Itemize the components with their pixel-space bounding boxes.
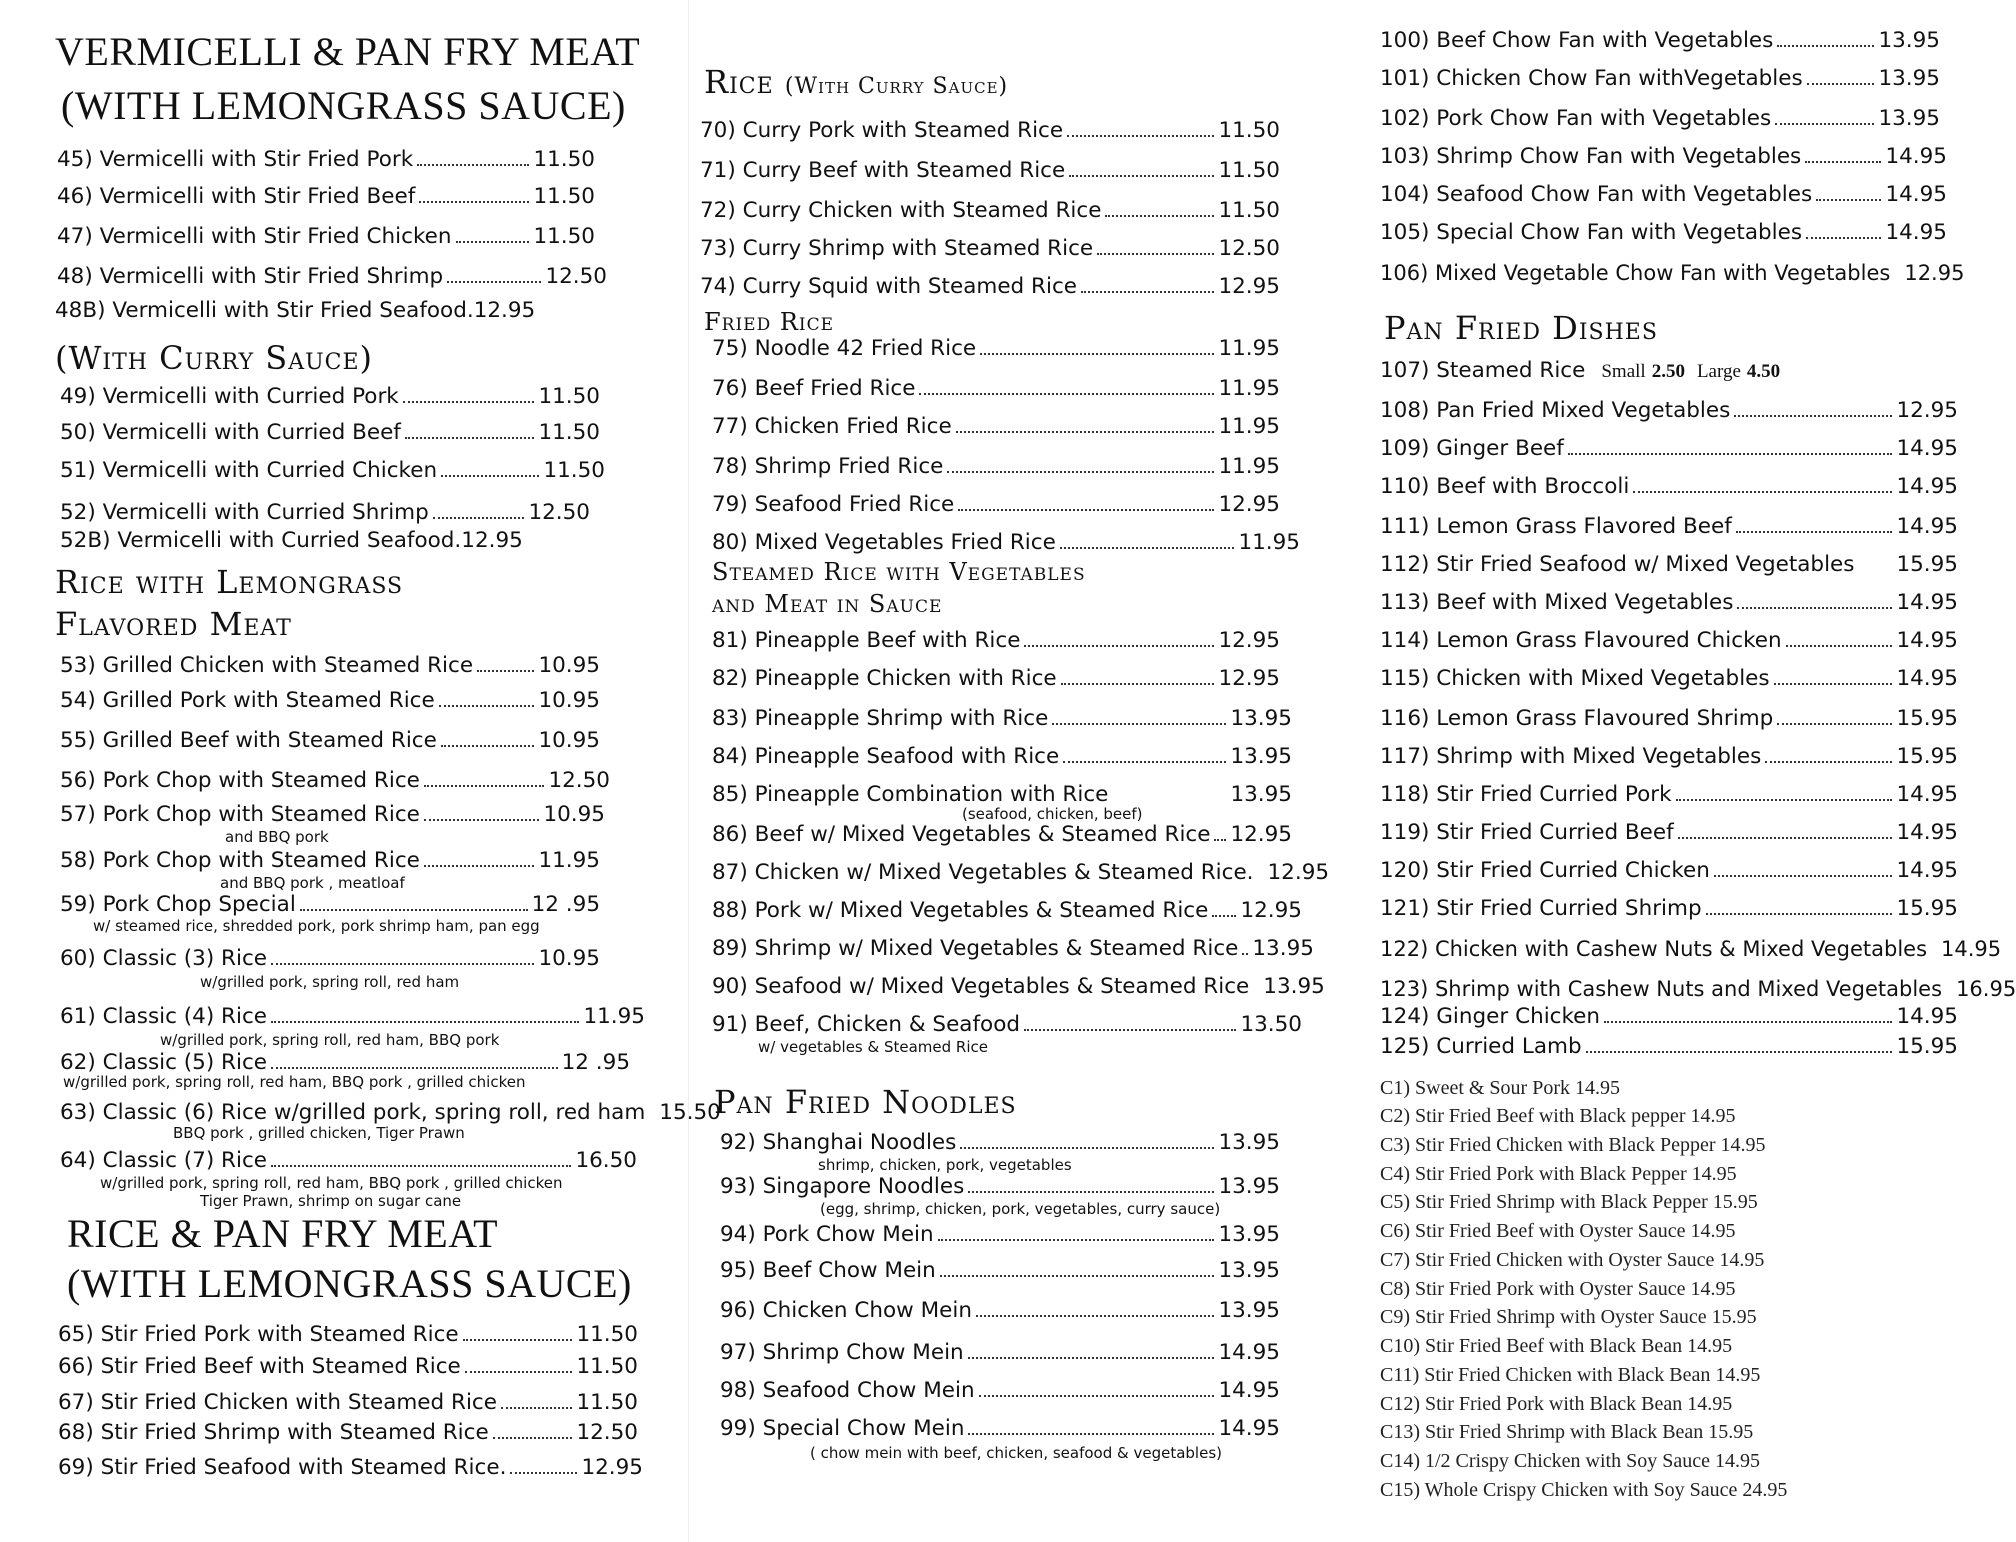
menu-item: 80) Mixed Vegetables Fried Rice 11.95 <box>712 530 1300 555</box>
menu-item: 64) Classic (7) Rice 16.50 <box>60 1148 637 1173</box>
menu-item: 52) Vermicelli with Curried Shrimp 12.50 <box>60 500 590 525</box>
menu-item: 108) Pan Fried Mixed Vegetables 12.95 <box>1380 398 1958 423</box>
menu-item: 125) Curried Lamb 15.95 <box>1380 1034 1958 1059</box>
menu-item: 93) Singapore Noodles 13.95 <box>720 1174 1280 1199</box>
menu-item: 83) Pineapple Shrimp with Rice 13.95 <box>712 706 1292 731</box>
menu-item: 120) Stir Fried Curried Chicken 14.95 <box>1380 858 1958 883</box>
menu-item: 63) Classic (6) Rice w/grilled pork, spring roll, red ham 15.50 <box>60 1100 721 1125</box>
menu-item: 85) Pineapple Combination with Rice 13.95 <box>712 782 1292 807</box>
menu-item: 101) Chicken Chow Fan withVegetables 13.95 <box>1380 66 1940 91</box>
menu-item: 106) Mixed Vegetable Chow Fan with Vegetables 12.95 <box>1380 261 1965 285</box>
menu-item: 56) Pork Chop with Steamed Rice 12.50 <box>60 768 610 793</box>
menu-item: C10) Stir Fried Beef with Black Bean 14.95 <box>1380 1335 1733 1357</box>
menu-item: 111) Lemon Grass Flavored Beef 14.95 <box>1380 514 1958 539</box>
menu-item: 100) Beef Chow Fan with Vegetables 13.95 <box>1380 28 1940 53</box>
menu-item: 119) Stir Fried Curried Beef 14.95 <box>1380 820 1958 845</box>
menu-item: 123) Shrimp with Cashew Nuts and Mixed Vegetables 16.95 <box>1380 977 2016 1001</box>
menu-item: 73) Curry Shrimp with Steamed Rice 12.50 <box>700 236 1280 261</box>
section-title: Pan Fried Dishes <box>1384 309 1658 347</box>
menu-item: 103) Shrimp Chow Fan with Vegetables 14.95 <box>1380 144 1947 169</box>
item-note: w/ vegetables & Steamed Rice <box>758 1038 989 1056</box>
menu-item: 96) Chicken Chow Mein 13.95 <box>720 1298 1280 1323</box>
menu-item: 51) Vermicelli with Curried Chicken 11.50 <box>60 458 605 483</box>
item-note: w/grilled pork, spring roll, red ham <box>200 973 460 991</box>
section-title: Steamed Rice with Vegetables <box>712 558 1086 586</box>
menu-item: 95) Beef Chow Mein 13.95 <box>720 1258 1280 1283</box>
menu-item: C14) 1/2 Crispy Chicken with Soy Sauce 14.95 <box>1380 1450 1760 1472</box>
menu-item: 92) Shanghai Noodles 13.95 <box>720 1130 1280 1155</box>
menu-item: 112) Stir Fried Seafood w/ Mixed Vegetables 15.95 <box>1380 552 1958 577</box>
menu-item: C1) Sweet & Sour Pork 14.95 <box>1380 1077 1620 1099</box>
item-note: and BBQ pork <box>225 828 329 846</box>
menu-item: 116) Lemon Grass Flavoured Shrimp 15.95 <box>1380 706 1958 731</box>
item-note: w/grilled pork, spring roll, red ham, BBQ pork <box>160 1031 500 1049</box>
menu-item: 91) Beef, Chicken & Seafood 13.50 <box>712 1012 1302 1037</box>
menu-item: 57) Pork Chop with Steamed Rice 10.95 <box>60 802 605 827</box>
menu-item: 52B) Vermicelli with Curried Seafood. 12.95 <box>60 528 523 553</box>
menu-item: 54) Grilled Pork with Steamed Rice 10.95 <box>60 688 600 713</box>
section-title: and Meat in Sauce <box>712 590 943 618</box>
menu-item: C2) Stir Fried Beef with Black pepper 14.95 <box>1380 1105 1736 1127</box>
section-title: Rice with Lemongrass <box>55 563 404 601</box>
menu-item: 107) Steamed Rice Small 2.50 Large 4.50 <box>1380 358 1781 383</box>
menu-item: 47) Vermicelli with Stir Fried Chicken 11.50 <box>57 224 595 249</box>
item-note: and BBQ pork , meatloaf <box>220 874 405 892</box>
menu-item: 110) Beef with Broccoli 14.95 <box>1380 474 1958 499</box>
menu-item: 124) Ginger Chicken 14.95 <box>1380 1004 1958 1029</box>
menu-item: C8) Stir Fried Pork with Oyster Sauce 14.95 <box>1380 1278 1736 1300</box>
menu-item: 94) Pork Chow Mein 13.95 <box>720 1222 1280 1247</box>
menu-item: 45) Vermicelli with Stir Fried Pork 11.50 <box>57 147 595 172</box>
menu-item: 89) Shrimp w/ Mixed Vegetables & Steamed Rice 13.95 <box>712 936 1314 961</box>
item-note: BBQ pork , grilled chicken, Tiger Prawn <box>173 1124 465 1142</box>
section-title: (With Curry Sauce) <box>55 339 373 377</box>
menu-item: 121) Stir Fried Curried Shrimp 15.95 <box>1380 896 1958 921</box>
menu-item: 77) Chicken Fried Rice 11.95 <box>712 414 1280 439</box>
menu-item: 88) Pork w/ Mixed Vegetables & Steamed Rice 12.95 <box>712 898 1302 923</box>
menu-item: 48) Vermicelli with Stir Fried Shrimp 12.50 <box>57 264 607 289</box>
page-fold <box>688 0 689 1542</box>
menu-item: 71) Curry Beef with Steamed Rice 11.50 <box>700 158 1280 183</box>
menu-item: 49) Vermicelli with Curried Pork 11.50 <box>60 384 600 409</box>
item-note: shrimp, chicken, pork, vegetables <box>818 1156 1072 1174</box>
menu-item: 84) Pineapple Seafood with Rice 13.95 <box>712 744 1292 769</box>
menu-item: 113) Beef with Mixed Vegetables 14.95 <box>1380 590 1958 615</box>
section-title: Rice (With Curry Sauce) <box>704 63 1009 101</box>
menu-item: 82) Pineapple Chicken with Rice 12.95 <box>712 666 1280 691</box>
menu-item: 98) Seafood Chow Mein 14.95 <box>720 1378 1280 1403</box>
menu-item: 61) Classic (4) Rice 11.95 <box>60 1004 645 1029</box>
menu-item: 66) Stir Fried Beef with Steamed Rice 11.50 <box>58 1354 638 1379</box>
section-subtitle: (WITH LEMONGRASS SAUCE) <box>67 1261 632 1306</box>
menu-item: C7) Stir Fried Chicken with Oyster Sauce 14.95 <box>1380 1249 1765 1271</box>
menu-item: 87) Chicken w/ Mixed Vegetables & Steamed Rice. 12.95 <box>712 860 1330 885</box>
menu-item: 78) Shrimp Fried Rice 11.95 <box>712 454 1280 479</box>
menu-item: 99) Special Chow Mein 14.95 <box>720 1416 1280 1441</box>
menu-item: 109) Ginger Beef 14.95 <box>1380 436 1958 461</box>
menu-item: 46) Vermicelli with Stir Fried Beef 11.50 <box>57 184 595 209</box>
menu-item: 114) Lemon Grass Flavoured Chicken 14.95 <box>1380 628 1958 653</box>
menu-item: 104) Seafood Chow Fan with Vegetables 14.95 <box>1380 182 1947 207</box>
section-title: RICE & PAN FRY MEAT <box>67 1211 499 1256</box>
item-note: w/grilled pork, spring roll, red ham, BBQ pork , grilled chicken <box>100 1174 563 1192</box>
menu-item: 117) Shrimp with Mixed Vegetables 15.95 <box>1380 744 1958 769</box>
item-note: w/ steamed rice, shredded pork, pork shrimp ham, pan egg <box>93 917 540 935</box>
menu-item: C11) Stir Fried Chicken with Black Bean 14.95 <box>1380 1364 1761 1386</box>
item-note: ( chow mein with beef, chicken, seafood & vegetables) <box>810 1444 1222 1462</box>
menu-item: C9) Stir Fried Shrimp with Oyster Sauce 15.95 <box>1380 1306 1757 1328</box>
menu-item: 122) Chicken with Cashew Nuts & Mixed Vegetables 14.95 <box>1380 937 2002 961</box>
menu-item: C5) Stir Fried Shrimp with Black Pepper 15.95 <box>1380 1191 1758 1213</box>
menu-item: 97) Shrimp Chow Mein 14.95 <box>720 1340 1280 1365</box>
section-title: Flavored Meat <box>55 605 292 643</box>
item-note: w/grilled pork, spring roll, red ham, BBQ pork , grilled chicken <box>63 1073 526 1091</box>
menu-item: 58) Pork Chop with Steamed Rice 11.95 <box>60 848 600 873</box>
menu-item: 68) Stir Fried Shrimp with Steamed Rice 12.50 <box>58 1420 638 1445</box>
menu-item: 79) Seafood Fried Rice 12.95 <box>712 492 1280 517</box>
menu-item: 62) Classic (5) Rice 12 .95 <box>60 1050 630 1075</box>
menu-item: C13) Stir Fried Shrimp with Black Bean 15.95 <box>1380 1421 1754 1443</box>
section-subtitle: (WITH LEMONGRASS SAUCE) <box>61 83 626 128</box>
menu-item: 59) Pork Chop Special 12 .95 <box>60 892 600 917</box>
section-title: Pan Fried Noodles <box>714 1083 1017 1121</box>
menu-item: 65) Stir Fried Pork with Steamed Rice 11.50 <box>58 1322 638 1347</box>
menu-item: 69) Stir Fried Seafood with Steamed Rice. 12.95 <box>58 1455 643 1480</box>
menu-item: 60) Classic (3) Rice 10.95 <box>60 946 600 971</box>
menu-item: 67) Stir Fried Chicken with Steamed Rice 11.50 <box>58 1390 638 1415</box>
menu-item: 102) Pork Chow Fan with Vegetables 13.95 <box>1380 106 1940 131</box>
menu-item: 81) Pineapple Beef with Rice 12.95 <box>712 628 1280 653</box>
menu-item: C15) Whole Crispy Chicken with Soy Sauce 24.95 <box>1380 1479 1788 1501</box>
section-title: Fried Rice <box>704 308 835 336</box>
menu-item: 48B) Vermicelli with Stir Fried Seafood. 12.95 <box>55 298 536 323</box>
menu-item: 76) Beef Fried Rice 11.95 <box>712 376 1280 401</box>
menu-item: 74) Curry Squid with Steamed Rice 12.95 <box>700 274 1280 299</box>
menu-item: 86) Beef w/ Mixed Vegetables & Steamed Rice 12.95 <box>712 822 1292 847</box>
item-note: (egg, shrimp, chicken, pork, vegetables, curry sauce) <box>820 1200 1221 1218</box>
menu-item: 115) Chicken with Mixed Vegetables 14.95 <box>1380 666 1958 691</box>
menu-item: 50) Vermicelli with Curried Beef 11.50 <box>60 420 600 445</box>
menu-item: 75) Noodle 42 Fried Rice 11.95 <box>712 336 1280 361</box>
menu-item: C3) Stir Fried Chicken with Black Pepper 14.95 <box>1380 1134 1766 1156</box>
item-note: (seafood, chicken, beef) <box>962 805 1143 823</box>
menu-item: C12) Stir Fried Pork with Black Bean 14.95 <box>1380 1393 1733 1415</box>
menu-item: 118) Stir Fried Curried Pork 14.95 <box>1380 782 1958 807</box>
item-note: Tiger Prawn, shrimp on sugar cane <box>200 1192 462 1210</box>
menu-item: C4) Stir Fried Pork with Black Pepper 14.95 <box>1380 1163 1737 1185</box>
menu-item: C6) Stir Fried Beef with Oyster Sauce 14.95 <box>1380 1220 1736 1242</box>
menu-item: 55) Grilled Beef with Steamed Rice 10.95 <box>60 728 600 753</box>
menu-item: 105) Special Chow Fan with Vegetables 14.95 <box>1380 220 1947 245</box>
section-title: VERMICELLI & PAN FRY MEAT <box>55 29 641 74</box>
menu-item: 90) Seafood w/ Mixed Vegetables & Steamed Rice 13.95 <box>712 974 1325 999</box>
menu-item: 70) Curry Pork with Steamed Rice 11.50 <box>700 118 1280 143</box>
menu-item: 53) Grilled Chicken with Steamed Rice 10.95 <box>60 653 600 678</box>
menu-item: 72) Curry Chicken with Steamed Rice 11.50 <box>700 198 1280 223</box>
